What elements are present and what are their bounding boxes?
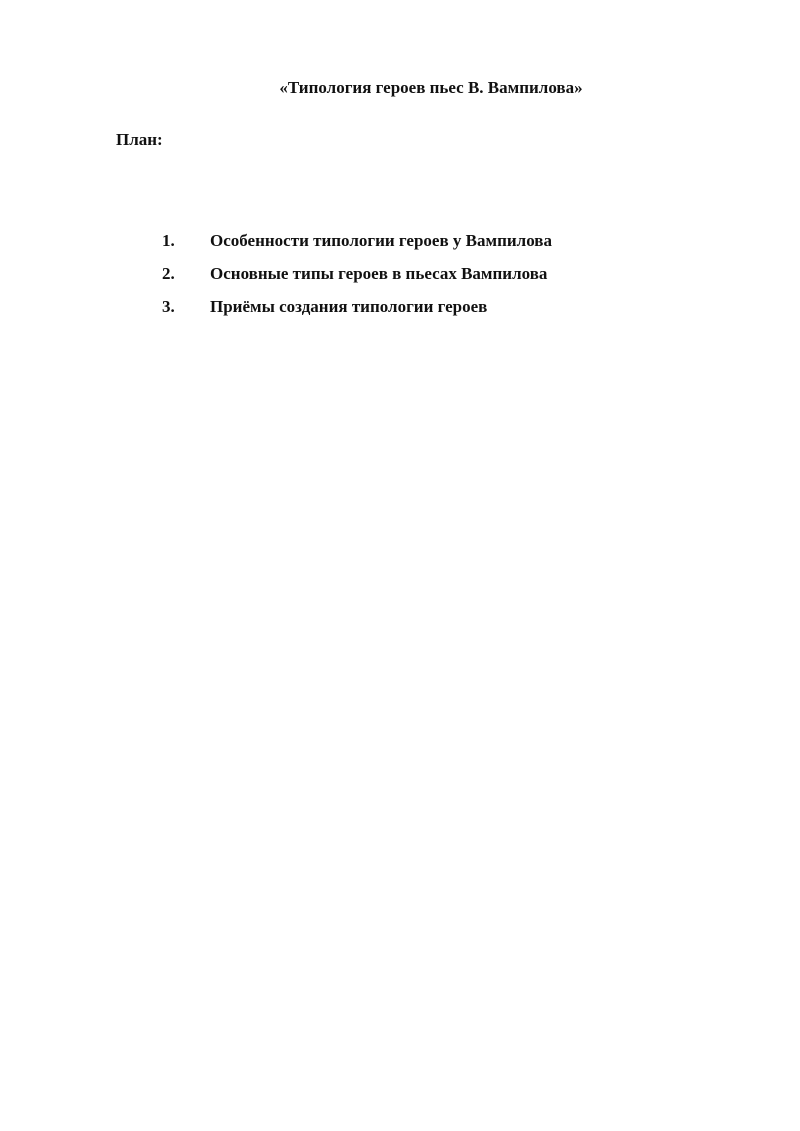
document-title: «Типология героев пьес В. Вампилова» bbox=[279, 78, 583, 97]
plan-item-number: 1. bbox=[162, 231, 175, 250]
plan-item-text: Особенности типологии героев у Вампилова bbox=[210, 231, 552, 250]
plan-item-number: 3. bbox=[162, 297, 175, 316]
plan-item-number: 2. bbox=[162, 264, 175, 283]
plan-item-text: Основные типы героев в пьесах Вампилова bbox=[210, 264, 548, 283]
plan-item-text: Приёмы создания типологии героев bbox=[210, 297, 488, 316]
plan-label: План: bbox=[116, 130, 163, 149]
